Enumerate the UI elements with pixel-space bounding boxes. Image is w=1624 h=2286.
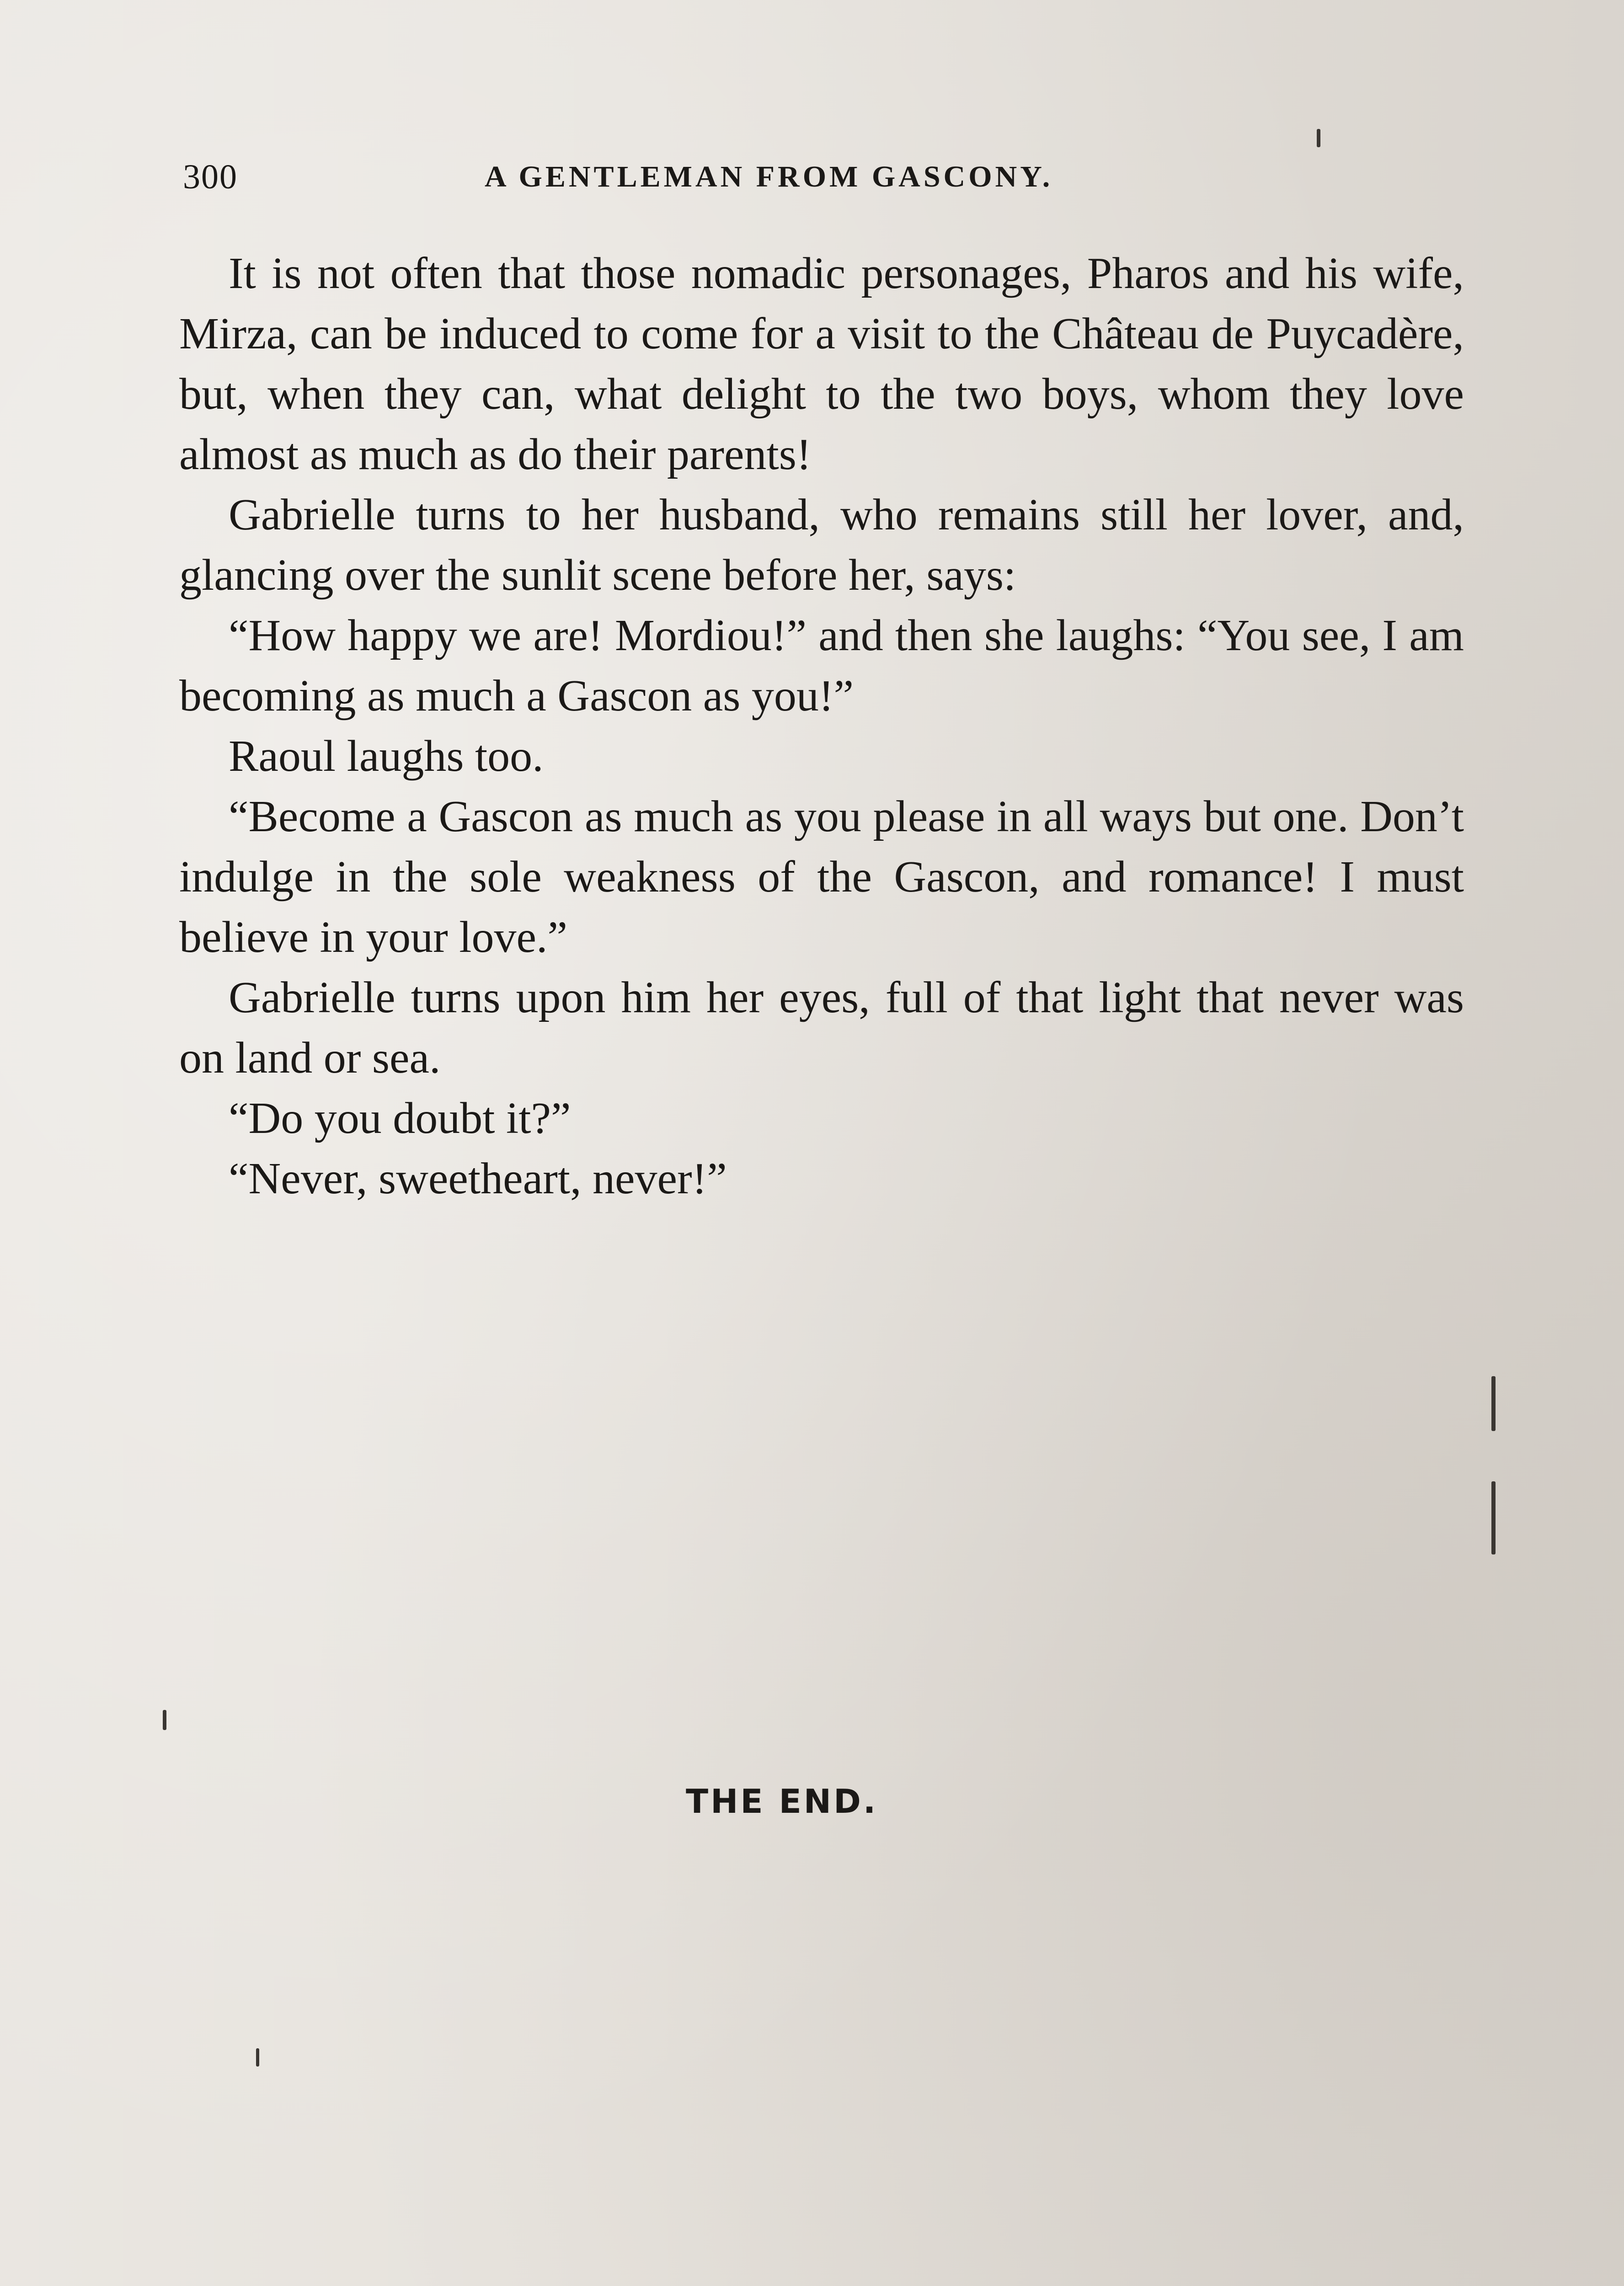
paragraph: “Never, sweetheart, never!” — [229, 1154, 727, 1203]
print-speck — [1491, 1376, 1496, 1431]
paragraph: It is not often that those nomadic personages, Pharos and his wife, Mirza, can be induced to come for a visit to the Château de Puycadère, but, when they can, what delight to the two boys, whom they love almost as much as do their parents! — [179, 249, 1464, 479]
running-title: A GENTLEMAN FROM GASCONY. — [485, 160, 1053, 193]
the-end: THE END. — [686, 1782, 878, 1821]
print-speck — [163, 1710, 166, 1730]
paragraph: “How happy we are! Mordiou!” and then she laughs: “You see, I am becoming as much a Gascon as you!” — [179, 611, 1464, 721]
print-speck — [1317, 129, 1320, 147]
paragraph: “Do you doubt it?” — [229, 1094, 571, 1143]
print-speck — [256, 2048, 259, 2067]
body-text — [179, 243, 1464, 1209]
print-speck — [1491, 1481, 1496, 1554]
paragraph: Raoul laughs too. — [229, 732, 544, 781]
paragraph: Gabrielle turns upon him her eyes, full of that light that never was on land or sea. — [179, 973, 1464, 1083]
paragraph: Gabrielle turns to her husband, who remains still her lover, and, glancing over the sunlit scene before her, says: — [179, 490, 1464, 600]
page-header — [183, 152, 1166, 202]
page-number: 300 — [183, 158, 238, 196]
paragraph: “Become a Gascon as much as you please in all ways but one. Don’t indulge in the sole weakness of the Gascon, and romance! I must believe in your love.” — [179, 792, 1464, 962]
